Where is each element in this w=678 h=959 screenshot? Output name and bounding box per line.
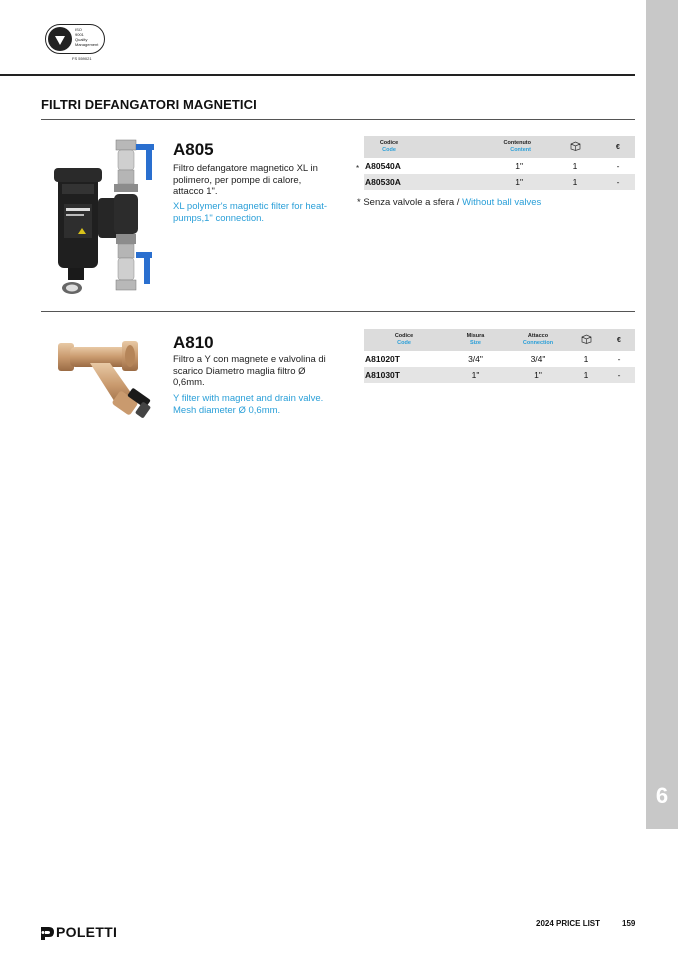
table-header-row [364,329,635,351]
product-code-a805: A805 [173,140,214,159]
product-divider [41,311,635,312]
product-description-en: Y filter with magnet and drain valve. Mesh diameter Ø 0,6mm. [173,393,324,416]
cell-content: 1" [515,161,523,171]
table-row [364,158,635,174]
price-table-a805 [364,136,635,190]
product-description-it: Filtro a Y con magnete e valvolina di scarico Diametro maglia filtro Ø 0,6mm. [173,354,326,388]
cell-price: - [617,354,621,364]
product-description-it: Filtro defangatore magnetico XL in polimero, per pompe di calore, attacco 1". [173,163,318,197]
column-header-code: Codice Code [364,136,414,158]
column-header-package [569,329,603,351]
iso-certification-logo: ISO 9001 Quality Management FS 559021 [45,24,107,64]
column-header-code: Codice Code [364,329,444,351]
page-number: 159 [622,919,636,928]
table-row [364,367,635,383]
column-header-size: Misura Size [444,329,507,351]
table-row [364,174,635,190]
product-description-en: XL polymer's magnetic filter for heat-pumps,1" connection. [173,201,328,224]
title-divider [41,119,635,120]
cell-connection: 3/4" [530,354,546,364]
cell-code: A81030T [364,367,444,383]
column-header-price: € [601,136,635,158]
poletti-mark-icon [39,925,55,941]
column-header-price: € [603,329,635,351]
cell-package: 1 [572,161,578,171]
column-header-content: Contenuto Content [414,136,549,158]
cell-code: A81020T [365,354,400,364]
box-icon [581,334,592,344]
y-filter-image [56,335,160,425]
box-icon [570,141,581,151]
header-divider [0,74,635,76]
table-header-row [364,136,635,158]
shield-icon [48,27,72,51]
cell-code: A80540A [365,161,401,171]
cell-content: 1" [414,174,549,190]
chapter-tab [646,0,678,829]
cell-size: 3/4" [468,354,483,364]
column-header-connection: Attacco Connection [507,329,569,351]
price-table-a810 [364,329,635,383]
column-header-package [549,136,601,158]
cell-price: - [601,174,635,190]
asterisk-marker: * [356,164,360,173]
chapter-number: 6 [655,783,669,808]
cell-package: 1 [549,174,601,190]
cell-package: 1 [583,354,589,364]
cell-price: - [603,367,635,383]
cell-package: 1 [569,367,603,383]
cell-size: 1" [444,367,507,383]
product-code-a810: A810 [173,333,214,352]
magnetic-filter-image [48,138,160,300]
cert-code: FS 559021 [72,56,92,61]
cell-code: A80530A [364,174,414,190]
cell-connection: 1" [507,367,569,383]
cell-price: - [616,161,620,171]
table-row [364,351,635,367]
footnote: * Senza valvole a sfera / Without ball valves [357,197,542,208]
section-title: FILTRI DEFANGATORI MAGNETICI [41,97,257,112]
price-list-label: 2024 PRICE LIST [536,919,601,928]
